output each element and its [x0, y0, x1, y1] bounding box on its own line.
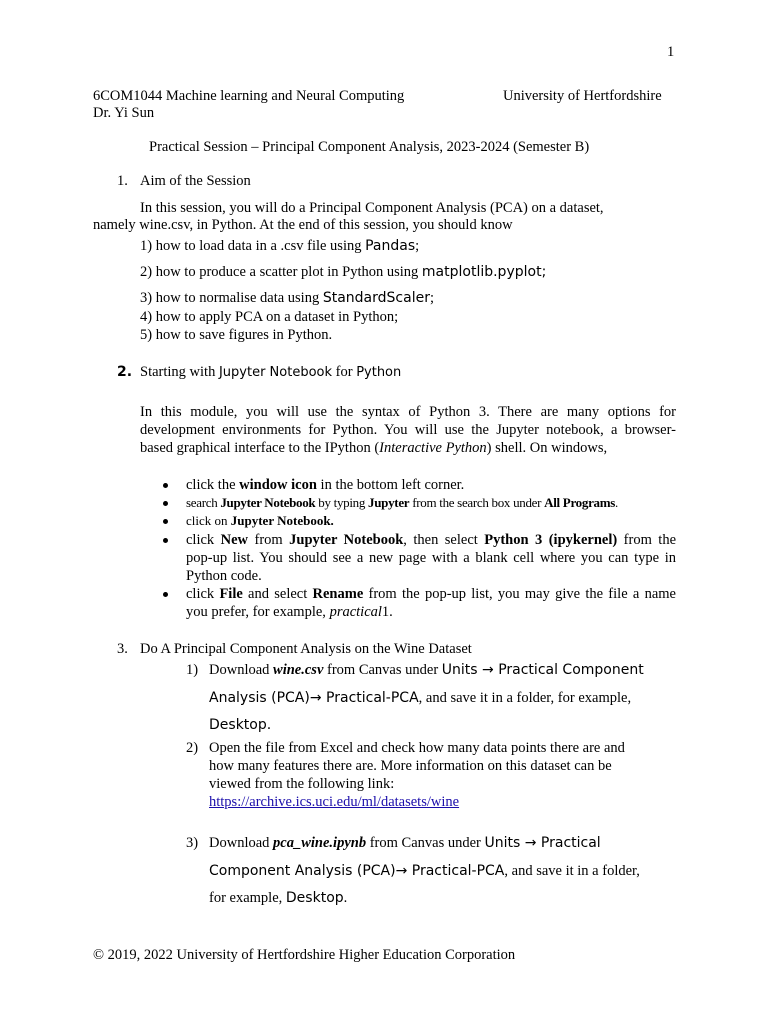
bullet-item-4-line3: Python code. [186, 568, 262, 584]
bullet-icon [163, 519, 168, 524]
section-1-heading: Aim of the Session [140, 173, 251, 189]
bullet-item-5: click File and select Rename from the pop-up list, you may give the file a name [186, 586, 676, 602]
bullet-item-4-line2: pop-up list. You should see a new page with a blank cell where you can type in [186, 550, 676, 566]
bullet-item-5-line2: you prefer, for example, practical1. [186, 604, 393, 620]
step-3-line2: Component Analysis (PCA)→ Practical-PCA, and save it in a folder, [209, 863, 640, 879]
bullet-icon [163, 501, 168, 506]
bullet-icon [163, 483, 168, 488]
wine-dataset-link[interactable]: https://archive.ics.uci.edu/ml/datasets/wine [209, 794, 460, 810]
section-2-para-line1: In this module, you will use the syntax of Python 3. There are many options for [140, 404, 676, 420]
bullet-item-1: click the window icon in the bottom left corner. [186, 477, 465, 493]
aim-item-2: 2) how to produce a scatter plot in Python using matplotlib.pyplot; [140, 264, 547, 280]
step-2-line1: Open the file from Excel and check how many data points there are and [209, 740, 625, 756]
section-3-heading: Do A Principal Component Analysis on the Wine Dataset [140, 641, 472, 657]
aim-item-4: 4) how to apply PCA on a dataset in Python; [140, 309, 399, 325]
step-2-number: 2) [186, 740, 199, 756]
university-name: University of Hertfordshire [503, 88, 662, 104]
aim-item-5: 5) how to save figures in Python. [140, 327, 333, 343]
section-3-number: 3. [117, 641, 128, 657]
step-1-destination: Desktop. [209, 717, 272, 733]
course-title: 6COM1044 Machine learning and Neural Computing [93, 88, 405, 104]
section-1-number: 1. [117, 173, 128, 189]
bullet-item-3: click on Jupyter Notebook. [186, 513, 334, 528]
footer-copyright: © 2019, 2022 University of Hertfordshire Higher Education Corporation [93, 947, 516, 963]
step-3-line1: Download pca_wine.ipynb from Canvas under Units → Practical [209, 835, 601, 851]
step-2-line3: viewed from the following link: [209, 776, 395, 792]
step-2-line2: how many features there are. More information on this dataset can be [209, 758, 612, 774]
document-title: Practical Session – Principal Component Analysis, 2023-2024 (Semester B) [149, 139, 590, 155]
page-number: 1 [667, 44, 675, 60]
section-2-number: 2. [117, 364, 133, 380]
section-2-para-line2: development environments for Python. You will use the Jupyter notebook, a browser- [140, 422, 676, 438]
step-3-line3: for example, Desktop. [209, 890, 348, 906]
bullet-item-4: click New from Jupyter Notebook, then select Python 3 (ipykernel) from the [186, 532, 677, 548]
step-3-number: 3) [186, 835, 199, 851]
bullet-icon [163, 592, 168, 597]
aim-item-1: 1) how to load data in a .csv file using Pandas; [140, 238, 420, 254]
section-1-intro-line1: In this session, you will do a Principal Component Analysis (PCA) on a dataset, [140, 200, 604, 216]
section-2-para-line3: based graphical interface to the IPython (Interactive Python) shell. On windows, [140, 440, 608, 456]
bullet-icon [163, 538, 168, 543]
section-2-heading: Starting with Jupyter Notebook for Python [140, 364, 402, 380]
author-name: Dr. Yi Sun [93, 105, 155, 121]
section-1-intro-line2: namely wine.csv, in Python. At the end of this session, you should know [93, 217, 513, 233]
step-1-line2: Analysis (PCA)→ Practical-PCA, and save it in a folder, for example, [209, 690, 632, 706]
step-1-number: 1) [186, 662, 199, 678]
aim-item-3: 3) how to normalise data using StandardScaler; [140, 290, 434, 306]
step-1-line1: Download wine.csv from Canvas under Units → Practical Component [209, 662, 644, 678]
bullet-item-2: search Jupyter Notebook by typing Jupyter from the search box under All Programs. [186, 495, 618, 510]
